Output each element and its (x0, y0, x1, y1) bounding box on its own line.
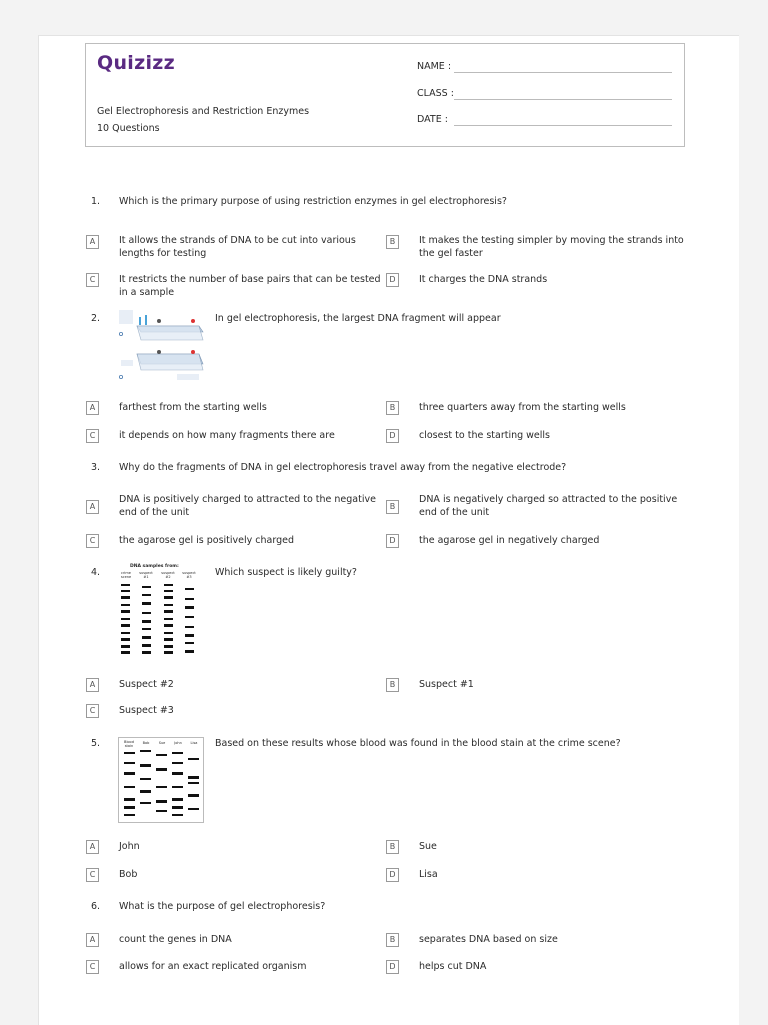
lane-label: Blood stain (124, 740, 134, 748)
question-text: Why do the fragments of DNA in gel electrophoresis travel away from the negative electrode? (119, 462, 567, 473)
question-number: 1. (91, 196, 101, 207)
question-number: 5. (91, 738, 101, 749)
option-d[interactable] (386, 960, 636, 986)
question-number: 4. (91, 567, 101, 578)
lane-label: Sue (158, 741, 166, 745)
option-b[interactable] (386, 234, 684, 260)
option-letter: C (86, 704, 99, 718)
lane-label: suspect #3 (182, 571, 196, 579)
diagram-marker (119, 332, 122, 335)
class-label: CLASS : (417, 88, 454, 99)
question-text: What is the purpose of gel electrophoresis? (119, 901, 326, 912)
option-letter: B (386, 678, 399, 692)
option-text: It allows the strands of DNA to be cut into various lengths for testing (119, 235, 356, 259)
blood-stain-gel-image (118, 737, 204, 823)
gel-bands (119, 748, 203, 820)
option-a[interactable] (86, 840, 336, 866)
class-field[interactable] (454, 99, 672, 100)
question-text: Which is the primary purpose of using restriction enzymes in gel electrophoresis? (119, 196, 507, 207)
date-label: DATE : (417, 114, 448, 125)
option-letter: B (386, 840, 399, 854)
electrode-negative (157, 319, 161, 323)
lane-label: John (174, 741, 182, 745)
lane-label: Bob (142, 741, 150, 745)
option-text: Bob (119, 869, 138, 880)
option-text: Lisa (419, 869, 438, 880)
option-letter: A (86, 840, 99, 854)
option-text: Suspect #3 (119, 705, 174, 716)
gel-tray-bottom-body (137, 354, 203, 370)
option-letter: A (86, 933, 99, 947)
electrophoresis-diagram (117, 308, 205, 384)
option-text: the agarose gel in negatively charged (419, 535, 600, 546)
option-text: DNA is negatively charged so attracted to the positive end of the unit (419, 494, 678, 518)
lane-label: suspect #2 (161, 571, 175, 579)
option-b[interactable] (386, 933, 636, 959)
question-count: 10 Questions (97, 123, 160, 134)
option-d[interactable] (386, 273, 636, 299)
option-text: closest to the starting wells (419, 430, 551, 441)
option-letter: C (86, 960, 99, 974)
option-letter: A (86, 500, 99, 514)
option-text: helps cut DNA (419, 961, 487, 972)
option-b[interactable] (386, 401, 636, 427)
option-letter: C (86, 534, 99, 548)
question-text: Based on these results whose blood was found in the blood stain at the crime scene? (215, 738, 621, 749)
option-letter: C (86, 868, 99, 882)
option-letter: B (386, 933, 399, 947)
option-text: three quarters away from the starting wells (419, 402, 626, 413)
option-letter: D (386, 273, 399, 287)
worksheet-header (85, 43, 685, 147)
option-b[interactable] (386, 678, 636, 704)
question-number: 2. (91, 313, 101, 324)
electrode-positive (191, 350, 195, 354)
question-number: 6. (91, 901, 101, 912)
option-a[interactable] (86, 678, 336, 704)
option-letter: C (86, 429, 99, 443)
option-text: DNA is positively charged to attracted to the negative end of the unit (119, 494, 376, 518)
option-a[interactable] (86, 401, 336, 427)
option-letter: B (386, 235, 399, 249)
sample-pipette (139, 317, 141, 325)
option-a[interactable] (86, 234, 356, 260)
option-letter: A (86, 235, 99, 249)
diagram-marker (119, 375, 122, 378)
option-letter: C (86, 273, 99, 287)
question-text: Which suspect is likely guilty? (215, 567, 357, 578)
option-text: separates DNA based on size (419, 934, 558, 945)
option-c[interactable] (86, 429, 336, 455)
diagram-label-box (177, 374, 199, 380)
option-text: the agarose gel is positively charged (119, 535, 295, 546)
option-c[interactable] (86, 868, 336, 894)
option-text: count the genes in DNA (119, 934, 232, 945)
lane-label: suspect #1 (139, 571, 153, 579)
diagram-label-box (121, 360, 133, 366)
option-text: Suspect #2 (119, 679, 174, 690)
option-letter: B (386, 401, 399, 415)
gel-lanes (118, 582, 202, 658)
option-text: Sue (419, 841, 437, 852)
option-b[interactable] (386, 493, 678, 519)
option-text: Suspect #1 (419, 679, 474, 690)
gel-tray-top-body (137, 326, 203, 340)
option-letter: A (86, 678, 99, 692)
diagram-label-box (119, 310, 133, 324)
name-label: NAME : (417, 61, 452, 72)
electrode-positive (191, 319, 195, 323)
lane-label: crime scene (120, 571, 132, 579)
option-c[interactable] (86, 704, 336, 730)
option-letter: A (86, 401, 99, 415)
option-text: farthest from the starting wells (119, 402, 267, 413)
image-title: DNA samples from: (130, 564, 179, 569)
option-text: It charges the DNA strands (419, 274, 548, 285)
option-b[interactable] (386, 840, 636, 866)
option-letter: D (386, 868, 399, 882)
option-text: allows for an exact replicated organism (119, 961, 307, 972)
option-letter: D (386, 429, 399, 443)
option-text: It makes the testing simpler by moving the strands into the gel faster (419, 235, 684, 259)
dna-fingerprint-image (118, 564, 202, 658)
option-a[interactable] (86, 493, 376, 519)
name-field[interactable] (454, 72, 672, 73)
date-field[interactable] (454, 125, 672, 126)
lane-label: Lisa (190, 741, 198, 745)
option-text: it depends on how many fragments there are (119, 430, 335, 441)
worksheet-title: Gel Electrophoresis and Restriction Enzymes (97, 106, 310, 117)
option-c[interactable] (86, 534, 336, 560)
option-c[interactable] (86, 960, 336, 986)
option-d[interactable] (386, 868, 636, 894)
option-text: It restricts the number of base pairs that can be tested in a sample (119, 274, 381, 298)
question-number: 3. (91, 462, 101, 473)
option-d[interactable] (386, 429, 636, 455)
option-letter: D (386, 534, 399, 548)
quizizz-logo: Quizizz (97, 52, 175, 74)
option-letter: B (386, 500, 399, 514)
sample-pipette (145, 315, 147, 325)
option-a[interactable] (86, 933, 336, 959)
option-d[interactable] (386, 534, 636, 560)
electrode-negative (157, 350, 161, 354)
question-text: In gel electrophoresis, the largest DNA fragment will appear (215, 313, 501, 324)
option-text: John (119, 841, 140, 852)
option-letter: D (386, 960, 399, 974)
option-c[interactable] (86, 273, 381, 299)
